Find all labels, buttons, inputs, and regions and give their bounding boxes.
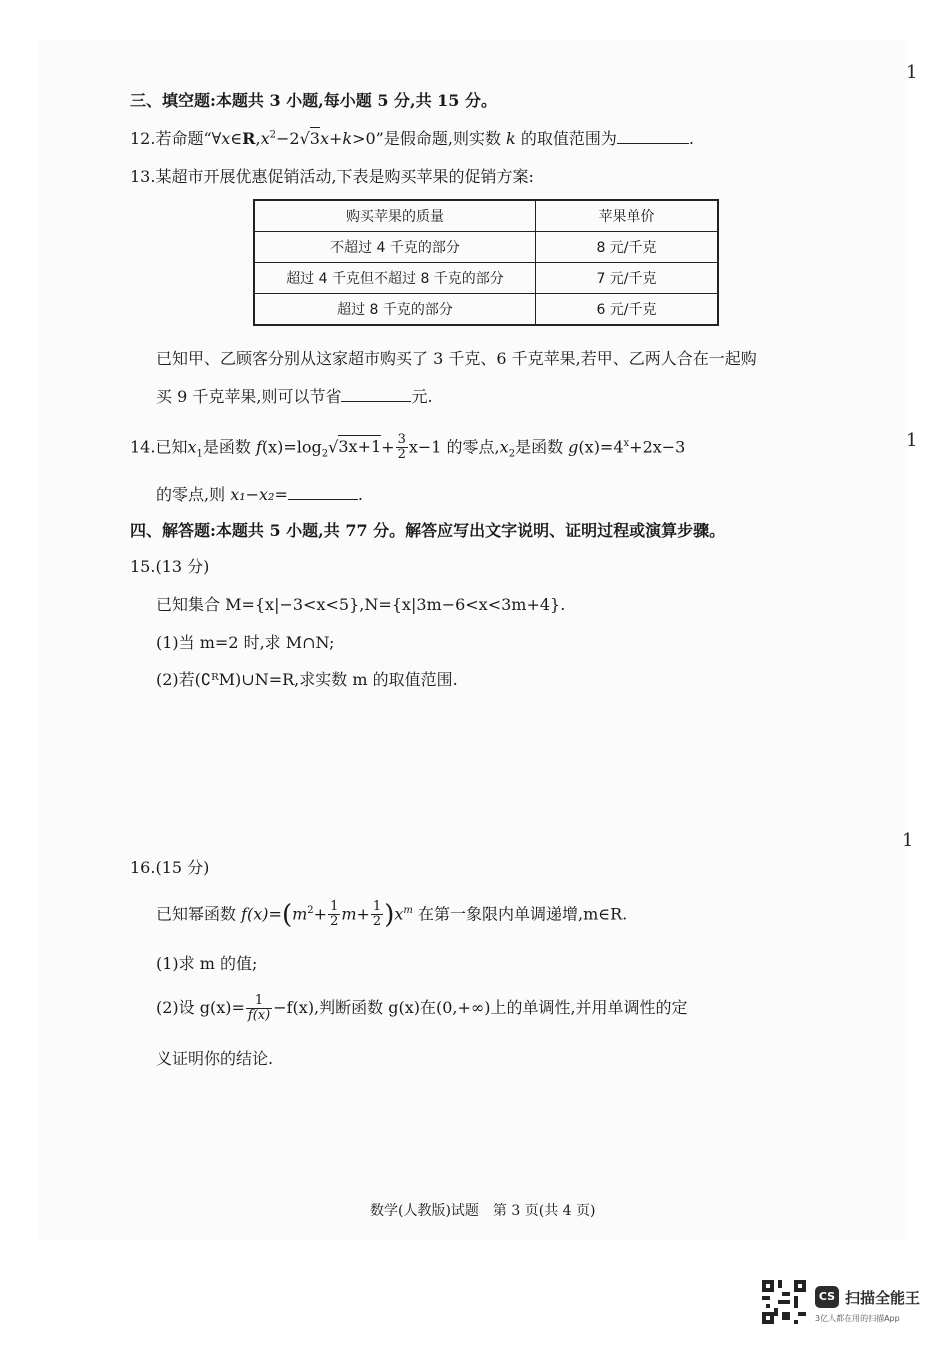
page-footer: 数学(人教版)试题 第 3 页(共 4 页) [370, 1203, 596, 1219]
answer-blank-12[interactable] [617, 129, 689, 144]
question-13-intro: 13.某超市开展优惠促销活动,下表是购买苹果的促销方案: [130, 167, 534, 186]
sqrt-symbol: √ [299, 129, 310, 148]
question-14-line1: 14.已知$x_1$是函数 $f(x)=\log_2√3x+1+$ $\frac{3}{2}$ x−1 的零点$,x_2$是函数 $g(x)=4^x+2x-3$ [130, 432, 686, 463]
watermark-app-name: 扫描全能王 [845, 1289, 921, 1307]
table-header-row [254, 200, 718, 232]
fraction-three-halves: $\frac{3}{2}$ [397, 432, 406, 463]
question-15-part1: (1)当 m=2 时,求 M∩N; [156, 633, 335, 652]
margin-mark: 1 [902, 830, 914, 851]
qr-code-icon [762, 1280, 806, 1324]
fraction-one-over-fx: $\frac{1}{f(x)}$ [247, 993, 271, 1023]
fraction-one-half: $\frac{1}{2}$ [330, 899, 339, 930]
cell-weight: 超过 4 千克但不超过 8 千克的部分 [254, 263, 536, 294]
table-row [254, 294, 718, 326]
question-16-part1: (1)求 m 的值; [156, 954, 258, 973]
answer-blank-14[interactable] [288, 485, 358, 500]
cell-price: 6 元/千克 [536, 294, 719, 326]
question-15-line1: 已知集合 M={x|−3<x<5},N={x|3m−6<x<3m+4}. [156, 595, 566, 614]
question-16-part2-line2: 义证明你的结论. [156, 1049, 274, 1068]
answer-blank-13[interactable] [341, 387, 411, 402]
header-price: 苹果单价 [536, 200, 719, 232]
sqrt-symbol: √ [328, 437, 339, 457]
watermark-tagline: 3亿人都在用的扫描App [815, 1314, 900, 1323]
cell-weight: 超过 8 千克的部分 [254, 294, 536, 326]
question-15-part2: (2)若(∁ᴿM)∪N=R,求实数 m 的取值范围. [156, 670, 458, 689]
cell-price: 8 元/千克 [536, 232, 719, 263]
header-weight: 购买苹果的质量 [254, 200, 536, 232]
margin-mark: 1 [906, 430, 918, 451]
cell-weight: 不超过 4 千克的部分 [254, 232, 536, 263]
question-16-line1: 已知幂函数 $f(x)=(m^2+$ $\frac{1}{2}$ m+ $\frac{1}{2}$ )$x^m$ 在第一象限内单调递增,m∈R. [156, 899, 628, 930]
question-12: 12.若命题“$\forall x\in R,x^2-2√3x+k>0$”是假命题,则实数 k 的取值范围为 . [130, 129, 694, 148]
table-row [254, 232, 718, 263]
question-15-head: 15.(13 分) [130, 557, 210, 576]
table-row [254, 263, 718, 294]
promotion-table [253, 199, 719, 326]
margin-mark: 1 [906, 62, 918, 83]
question-13-line1: 已知甲、乙顾客分别从这家超市购买了 3 千克、6 千克苹果,若甲、乙两人合在一起购 [156, 349, 757, 368]
question-14-line2: 的零点,则 x₁−x₂= . [156, 485, 363, 504]
cell-price: 7 元/千克 [536, 263, 719, 294]
question-16-head: 16.(15 分) [130, 858, 210, 877]
question-13-line2: 买 9 千克苹果,则可以节省 元. [156, 387, 433, 406]
camscanner-logo-icon: CS [815, 1286, 839, 1308]
fraction-one-half: $\frac{1}{2}$ [372, 899, 382, 930]
question-16-part2: (2)设 g(x)= $\frac{1}{f(x)}$ −f(x),判断函数 g(x)在(0,+∞)上的单调性,并用单调性的定 [156, 993, 688, 1023]
section-3-heading: 三、填空题:本题共 3 小题,每小题 5 分,共 15 分。 [130, 91, 498, 110]
section-4-heading: 四、解答题:本题共 5 小题,共 77 分。解答应写出文字说明、证明过程或演算步骤。 [130, 521, 726, 540]
